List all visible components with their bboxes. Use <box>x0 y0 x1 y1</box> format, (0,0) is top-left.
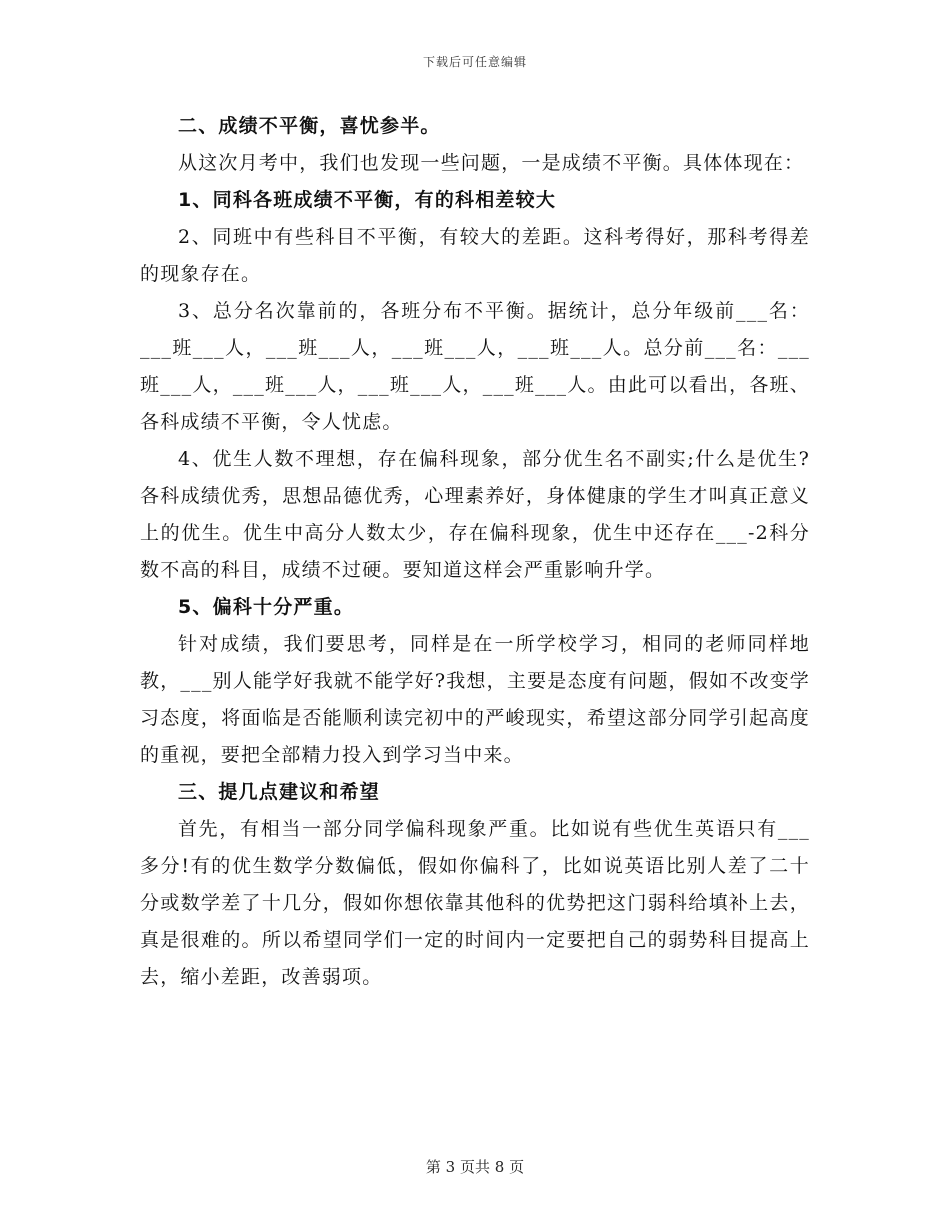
section-heading-3: 三、提几点建议和希望 <box>178 781 381 803</box>
paragraph-point-4: 4、优生人数不理想，存在偏科现象，部分优生名不副实;什么是优生?各科成绩优秀，思想品德优秀，心理素养好，身体健康的学生才叫真正意义上的优生。优生中高分人数太少，存在偏科现象，优生中还存在___-2科分数不高的科目，成绩不过硬。要知道这样会严重影响升学。 <box>140 448 810 581</box>
paragraph-point-3: 3、总分名次靠前的，各班分布不平衡。据统计，总分年级前___名：___班___人，___班___人，___班___人，___班___人。总分前___名：___班___人，___班___人，___班___人，___班___人。由此可以看出，各班、各科成绩不平衡，令人忧虑。 <box>140 300 810 433</box>
paragraph-suggestion: 首先，有相当一部分同学偏科现象严重。比如说有些优生英语只有___多分!有的优生数学分数偏低，假如你偏科了，比如说英语比别人差了二十分或数学差了十几分，假如你想依靠其他科的优势把这门弱科给填补上去，真是很难的。所以希望同学们一定的时间内一定要把自己的弱势科目提高上去，缩小差距，改善弱项。 <box>140 818 810 988</box>
section-heading-2: 二、成绩不平衡，喜忧参半。 <box>178 115 441 137</box>
paragraph-point-2: 2、同班中有些科目不平衡，有较大的差距。这科考得好，那科考得差的现象存在。 <box>140 226 810 285</box>
page-number-footer: 第 3 页共 8 页 <box>425 1158 525 1176</box>
page-header: 下载后可任意编辑 <box>422 55 527 69</box>
paragraph-reflection: 针对成绩，我们要思考，同样是在一所学校学习，相同的老师同样地教，___别人能学好我就不能学好?我想，主要是态度有问题，假如不改变学习态度，将面临是否能顺利读完初中的严峻现实，希望这部分同学引起高度的重视，要把全部精力投入到学习当中来。 <box>140 633 810 766</box>
point-heading-1: 1、同科各班成绩不平衡，有的科相差较大 <box>178 189 557 211</box>
document-body <box>140 108 810 996</box>
point-heading-5: 5、偏科十分严重。 <box>178 596 355 618</box>
paragraph-intro: 从这次月考中，我们也发现一些问题，一是成绩不平衡。具体体现在： <box>178 152 805 174</box>
